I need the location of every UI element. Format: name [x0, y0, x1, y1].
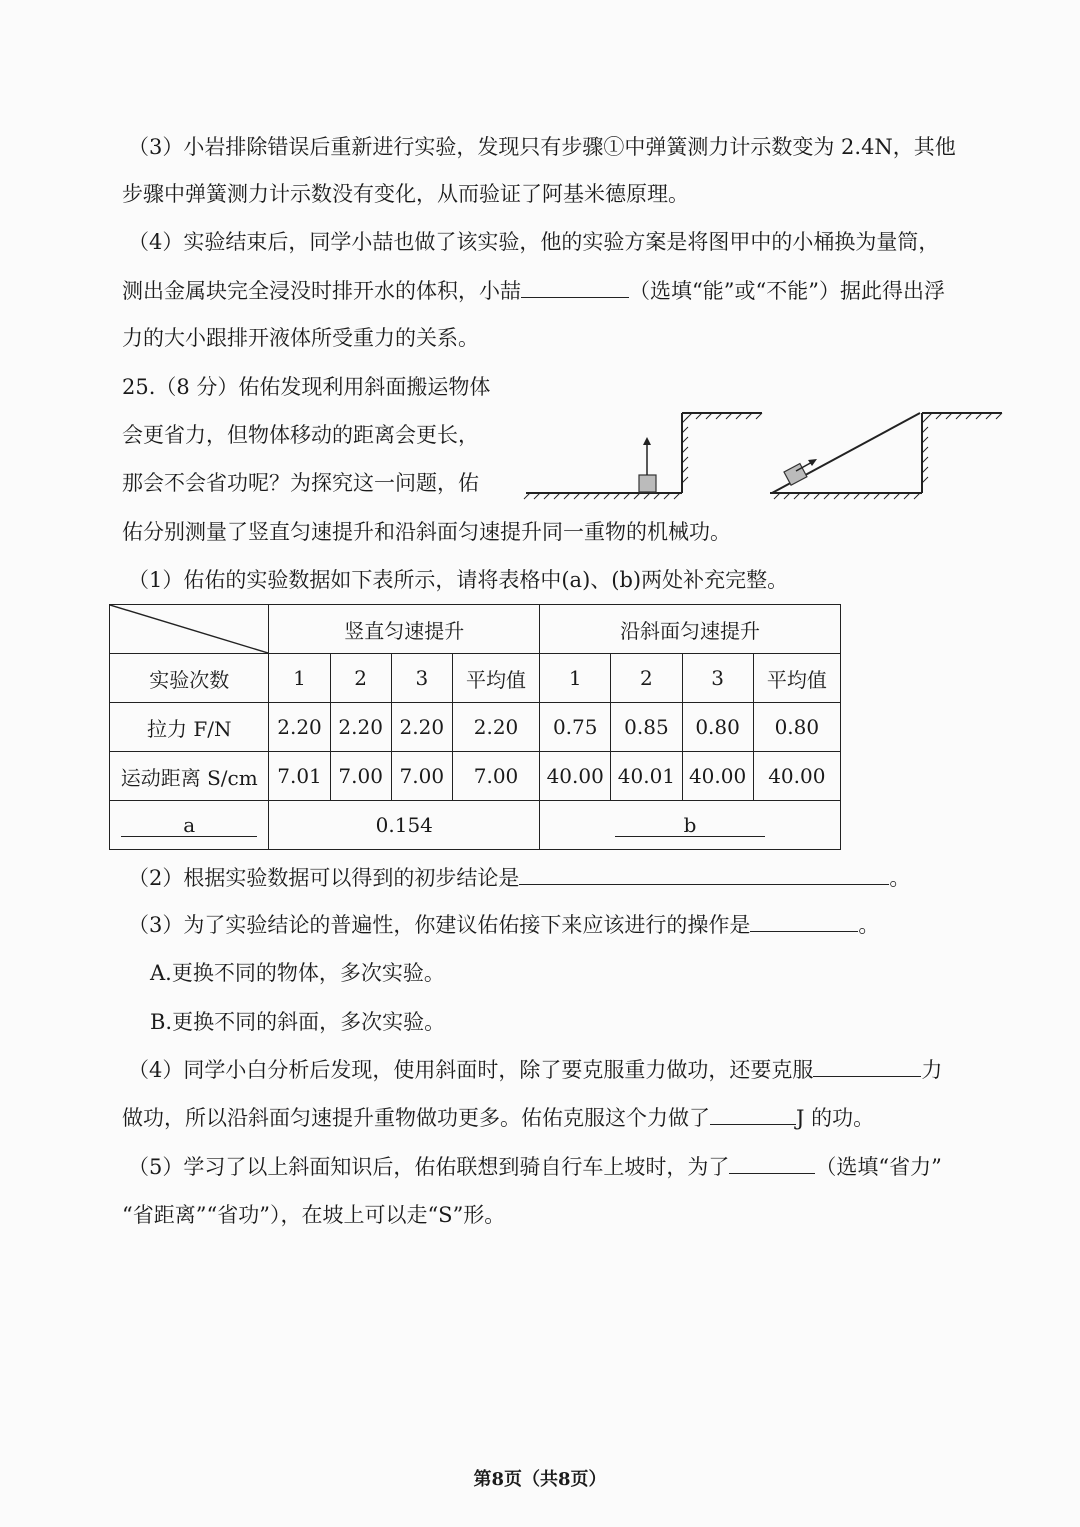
q25-part2-end: 。 — [889, 866, 911, 890]
q25-part4-line1 — [128, 1060, 942, 1081]
vertical-lift-diagram — [520, 405, 770, 505]
q24-part4-text-b: （选填“能”或“不能”）据此得出浮 — [629, 279, 945, 303]
answer-blank[interactable] — [729, 1172, 815, 1174]
q25-part1: （1）佑佑的实验数据如下表所示，请将表格中(a)、(b)两处补充完整。 — [128, 568, 789, 592]
distance-cell: 7.00 — [330, 752, 391, 801]
blank-a[interactable]: a — [121, 814, 257, 837]
trial-header: 1 — [540, 654, 611, 703]
trial-header: 平均值 — [452, 654, 539, 703]
q25-part3-end: 。 — [858, 913, 880, 937]
trial-header: 2 — [611, 654, 682, 703]
q25-part5-line1 — [128, 1157, 942, 1178]
experiment-data-table — [109, 604, 841, 850]
q25-part5-line2: “省距离”“省功”），在坡上可以走“S”形。 — [122, 1203, 506, 1227]
distance-cell: 40.00 — [753, 752, 840, 801]
trial-header: 3 — [682, 654, 753, 703]
answer-blank[interactable] — [710, 1123, 796, 1125]
q25-intro-line1: 25.（8 分）佑佑发现利用斜面搬运物体 — [122, 375, 491, 399]
force-cell: 2.20 — [391, 703, 452, 752]
q25-part2 — [128, 868, 910, 889]
q25-part3 — [128, 915, 879, 936]
q25-part5-text-b: （选填“省力” — [815, 1155, 942, 1179]
blank-a-cell[interactable] — [110, 801, 269, 850]
trial-header: 2 — [330, 654, 391, 703]
q25-part4-text-d: J 的功。 — [796, 1106, 875, 1130]
q25-part4-line2 — [122, 1108, 874, 1129]
distance-cell: 7.00 — [391, 752, 452, 801]
q24-part3-line2: 步骤中弹簧测力计示数没有变化，从而验证了阿基米德原理。 — [122, 182, 689, 206]
q25-intro-line2: 会更省力，但物体移动的距离会更长， — [122, 423, 479, 447]
q24-part4-line1: （4）实验结束后，同学小喆也做了该实验，他的实验方案是将图甲中的小桶换为量筒， — [128, 230, 940, 254]
row-label-distance: 运动距离 S/cm — [110, 752, 269, 801]
q24-part4-text-a: 测出金属块完全浸没时排开水的体积，小喆 — [122, 279, 521, 303]
q25-part4-text-a: （4）同学小白分析后发现，使用斜面时，除了要克服重力做功，还要克服 — [128, 1058, 814, 1082]
blank-b-cell[interactable] — [540, 801, 841, 850]
answer-blank[interactable] — [750, 930, 858, 932]
distance-cell: 7.01 — [269, 752, 330, 801]
page-footer: 第8页（共8页） — [473, 1469, 607, 1490]
force-cell: 0.75 — [540, 703, 611, 752]
force-cell: 2.20 — [452, 703, 539, 752]
trial-header: 平均值 — [753, 654, 840, 703]
force-cell: 0.80 — [753, 703, 840, 752]
force-cell: 2.20 — [330, 703, 391, 752]
q24-part3-line1: （3）小岩排除错误后重新进行实验，发现只有步骤①中弹簧测力计示数变为 2.4N，其他 — [128, 135, 956, 159]
diagonal-line — [110, 605, 268, 653]
force-cell: 2.20 — [269, 703, 330, 752]
incline-lift-diagram — [760, 405, 1010, 505]
blank-b[interactable]: b — [615, 814, 765, 837]
row-label-force: 拉力 F/N — [110, 703, 269, 752]
distance-cell: 40.00 — [540, 752, 611, 801]
option-a: A.更换不同的物体，多次实验。 — [150, 961, 445, 985]
q25-part5-text-a: （5）学习了以上斜面知识后，佑佑联想到骑自行车上坡时，为了 — [128, 1155, 730, 1179]
diagonal-header-cell — [110, 605, 269, 654]
distance-cell: 40.01 — [611, 752, 682, 801]
distance-cell: 7.00 — [452, 752, 539, 801]
group-header-slope: 沿斜面匀速提升 — [540, 605, 841, 654]
q25-part4-text-b: 力 — [921, 1058, 943, 1082]
q24-part4-line3: 力的大小跟排开液体所受重力的关系。 — [122, 326, 479, 350]
q25-intro-line3: 那会不会省功呢？为探究这一问题，佑 — [122, 471, 479, 495]
answer-blank[interactable] — [519, 883, 889, 885]
force-cell: 0.85 — [611, 703, 682, 752]
q25-intro-line4: 佑分别测量了竖直匀速提升和沿斜面匀速提升同一重物的机械功。 — [122, 520, 731, 544]
trial-header: 3 — [391, 654, 452, 703]
row-label-trial: 实验次数 — [110, 654, 269, 703]
answer-blank[interactable] — [813, 1075, 921, 1077]
force-cell: 0.80 — [682, 703, 753, 752]
answer-blank[interactable] — [521, 296, 629, 298]
option-b: B.更换不同的斜面，多次实验。 — [150, 1010, 446, 1034]
work-vertical-cell: 0.154 — [269, 801, 540, 850]
q25-part3-text: （3）为了实验结论的普遍性，你建议佑佑接下来应该进行的操作是 — [128, 913, 751, 937]
trial-header: 1 — [269, 654, 330, 703]
weight-block — [639, 475, 656, 492]
q25-part2-text: （2）根据实验数据可以得到的初步结论是 — [128, 866, 520, 890]
group-header-vertical: 竖直匀速提升 — [269, 605, 540, 654]
q24-part4-line2 — [122, 281, 945, 302]
distance-cell: 40.00 — [682, 752, 753, 801]
q25-part4-text-c: 做功，所以沿斜面匀速提升重物做功更多。佑佑克服这个力做了 — [122, 1106, 710, 1130]
